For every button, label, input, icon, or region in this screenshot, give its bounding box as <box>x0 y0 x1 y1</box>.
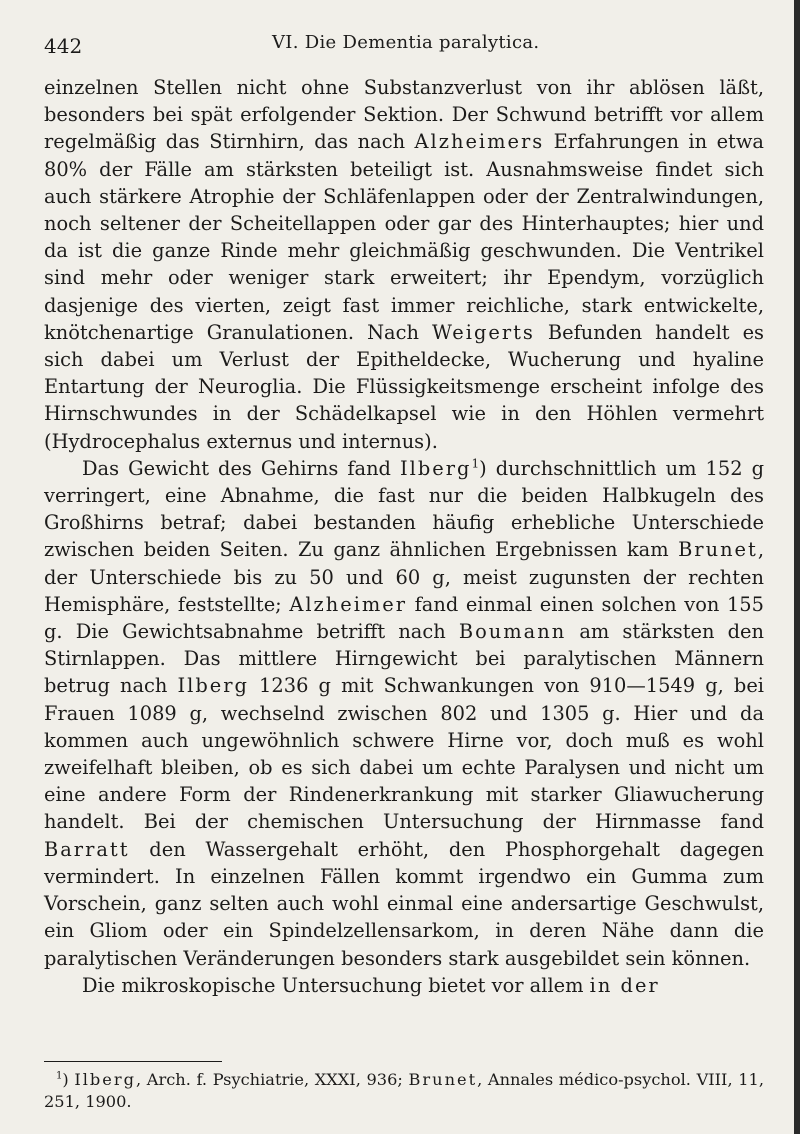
paragraph-3 <box>44 972 764 999</box>
emphasis-spaced: in der <box>589 973 660 997</box>
running-title: VI. Die Dementia paralytica. <box>272 32 540 53</box>
text-run: Befunden handelt es sich dabei um Verlust der Epitheldecke, Wucherung und hyaline Entartung der Neuroglia. Die Flüssigkeitsmenge erscheint infolge des Hirnschwundes in der Schädelkapsel wie in den Höhlen vermehrt (Hydrocephalus externus und internus). <box>44 320 764 453</box>
footnote-divider <box>44 1061 222 1062</box>
body-text <box>44 74 764 999</box>
author-name: Ilberg <box>74 1070 136 1089</box>
text-run: ) durchschnittlich um 152 g verringert, eine Abnahme, die fast nur die beiden Halbkugeln des Großhirns betraf; dabei bestanden häufig erhebliche Unterschiede zwischen beiden Seiten. Zu ganz ähnlichen Ergebnissen kam <box>44 456 764 562</box>
page-number: 442 <box>44 34 83 58</box>
text-run: , Arch. f. Psychiatrie, XXXI, 936; <box>135 1070 409 1089</box>
text-run: , Annales médico-psychol. VIII, 11, 251, 1900. <box>44 1070 764 1111</box>
paragraph-2 <box>44 455 764 972</box>
author-name: Ilberg <box>400 456 472 480</box>
scan-edge <box>794 0 800 1134</box>
text-run: , der Unterschiede bis zu 50 und 60 g, meist zugunsten der rechten Hemisphäre, feststellte; <box>44 538 764 616</box>
author-name: Barratt <box>44 837 130 861</box>
text-run: den Wassergehalt erhöht, den Phosphorgehalt dagegen vermindert. In einzelnen Fällen kommt irgendwo ein Gumma zum Vorschein, ganz selten auch wohl einmal eine andersartige Geschwulst, ein Gliom oder ein Spindelzellensarkom, in deren Nähe dann die paralytischen Veränderungen besonders stark ausgebildet sein können. <box>44 837 764 970</box>
text-run: 1236 g mit Schwankungen von 910—1549 g, bei Frauen 1089 g, wechselnd zwischen 802 und 1305 g. Hier und da kommen auch ungewöhnlich schwere Hirne vor, doch muß es wohl zweifelhaft bleiben, ob es sich dabei um echte Paralysen und nicht um eine andere Form der Rindenerkrankung mit starker Gliawucherung handelt. Bei der chemischen Untersuchung der Hirnmasse fand <box>44 674 764 834</box>
footnote-number: 1 <box>56 1070 63 1082</box>
author-name: Alzheimers <box>414 130 545 154</box>
text-run: fand einmal einen solchen von 155 g. Die Gewichtsabnahme betrifft nach <box>44 592 764 644</box>
text-run: Erfahrungen in etwa 80% der Fälle am stärksten beteiligt ist. Ausnahmsweise findet sich auch stärkere Atrophie der Schläfenlappen oder der Zentralwindungen, noch seltener der Scheitellappen oder gar des Hinterhauptes; hier und da ist die ganze Rinde mehr gleichmäßig geschwunden. Die Ventrikel sind mehr oder weniger stark erweitert; ihr Ependym, vorzüglich dasjenige des vierten, zeigt fast immer reichliche, stark entwickelte, knötchenartige Granulationen. Nach <box>44 130 764 344</box>
author-name: Ilberg <box>177 674 249 698</box>
text-run: am stärksten den Stirnlappen. Das mittlere Hirngewicht bei paralytischen Männern betrug nach <box>44 620 764 698</box>
text-run: einzelnen Stellen nicht ohne Substanzverlust von ihr ablösen läßt, besonders bei spät erfolgender Sektion. Der Schwund betrifft vor allem regelmäßig das Stirnhirn, das nach <box>44 76 764 154</box>
footnote-marker: 1 <box>471 456 480 471</box>
footnote-1: $^1$) Ilberg, Arch. f. Psychiatrie, XXXI, 936; Brunet, Annales médico-psychol. VIII, 11, 251, 1900. <box>44 1070 764 1111</box>
author-name: Alzheimer <box>289 592 408 616</box>
author-name: Boumann <box>458 620 567 644</box>
author-name: Weigerts <box>431 320 535 344</box>
footnotes <box>44 1069 764 1113</box>
author-name: Brunet <box>408 1070 478 1089</box>
paragraph-1 <box>44 74 764 455</box>
text-run: Die mikroskopische Untersuchung bietet vor allem <box>82 973 590 997</box>
page-header <box>44 28 764 68</box>
text-run: Das Gewicht des Gehirns fand <box>82 456 401 480</box>
author-name: Brunet <box>678 538 758 562</box>
